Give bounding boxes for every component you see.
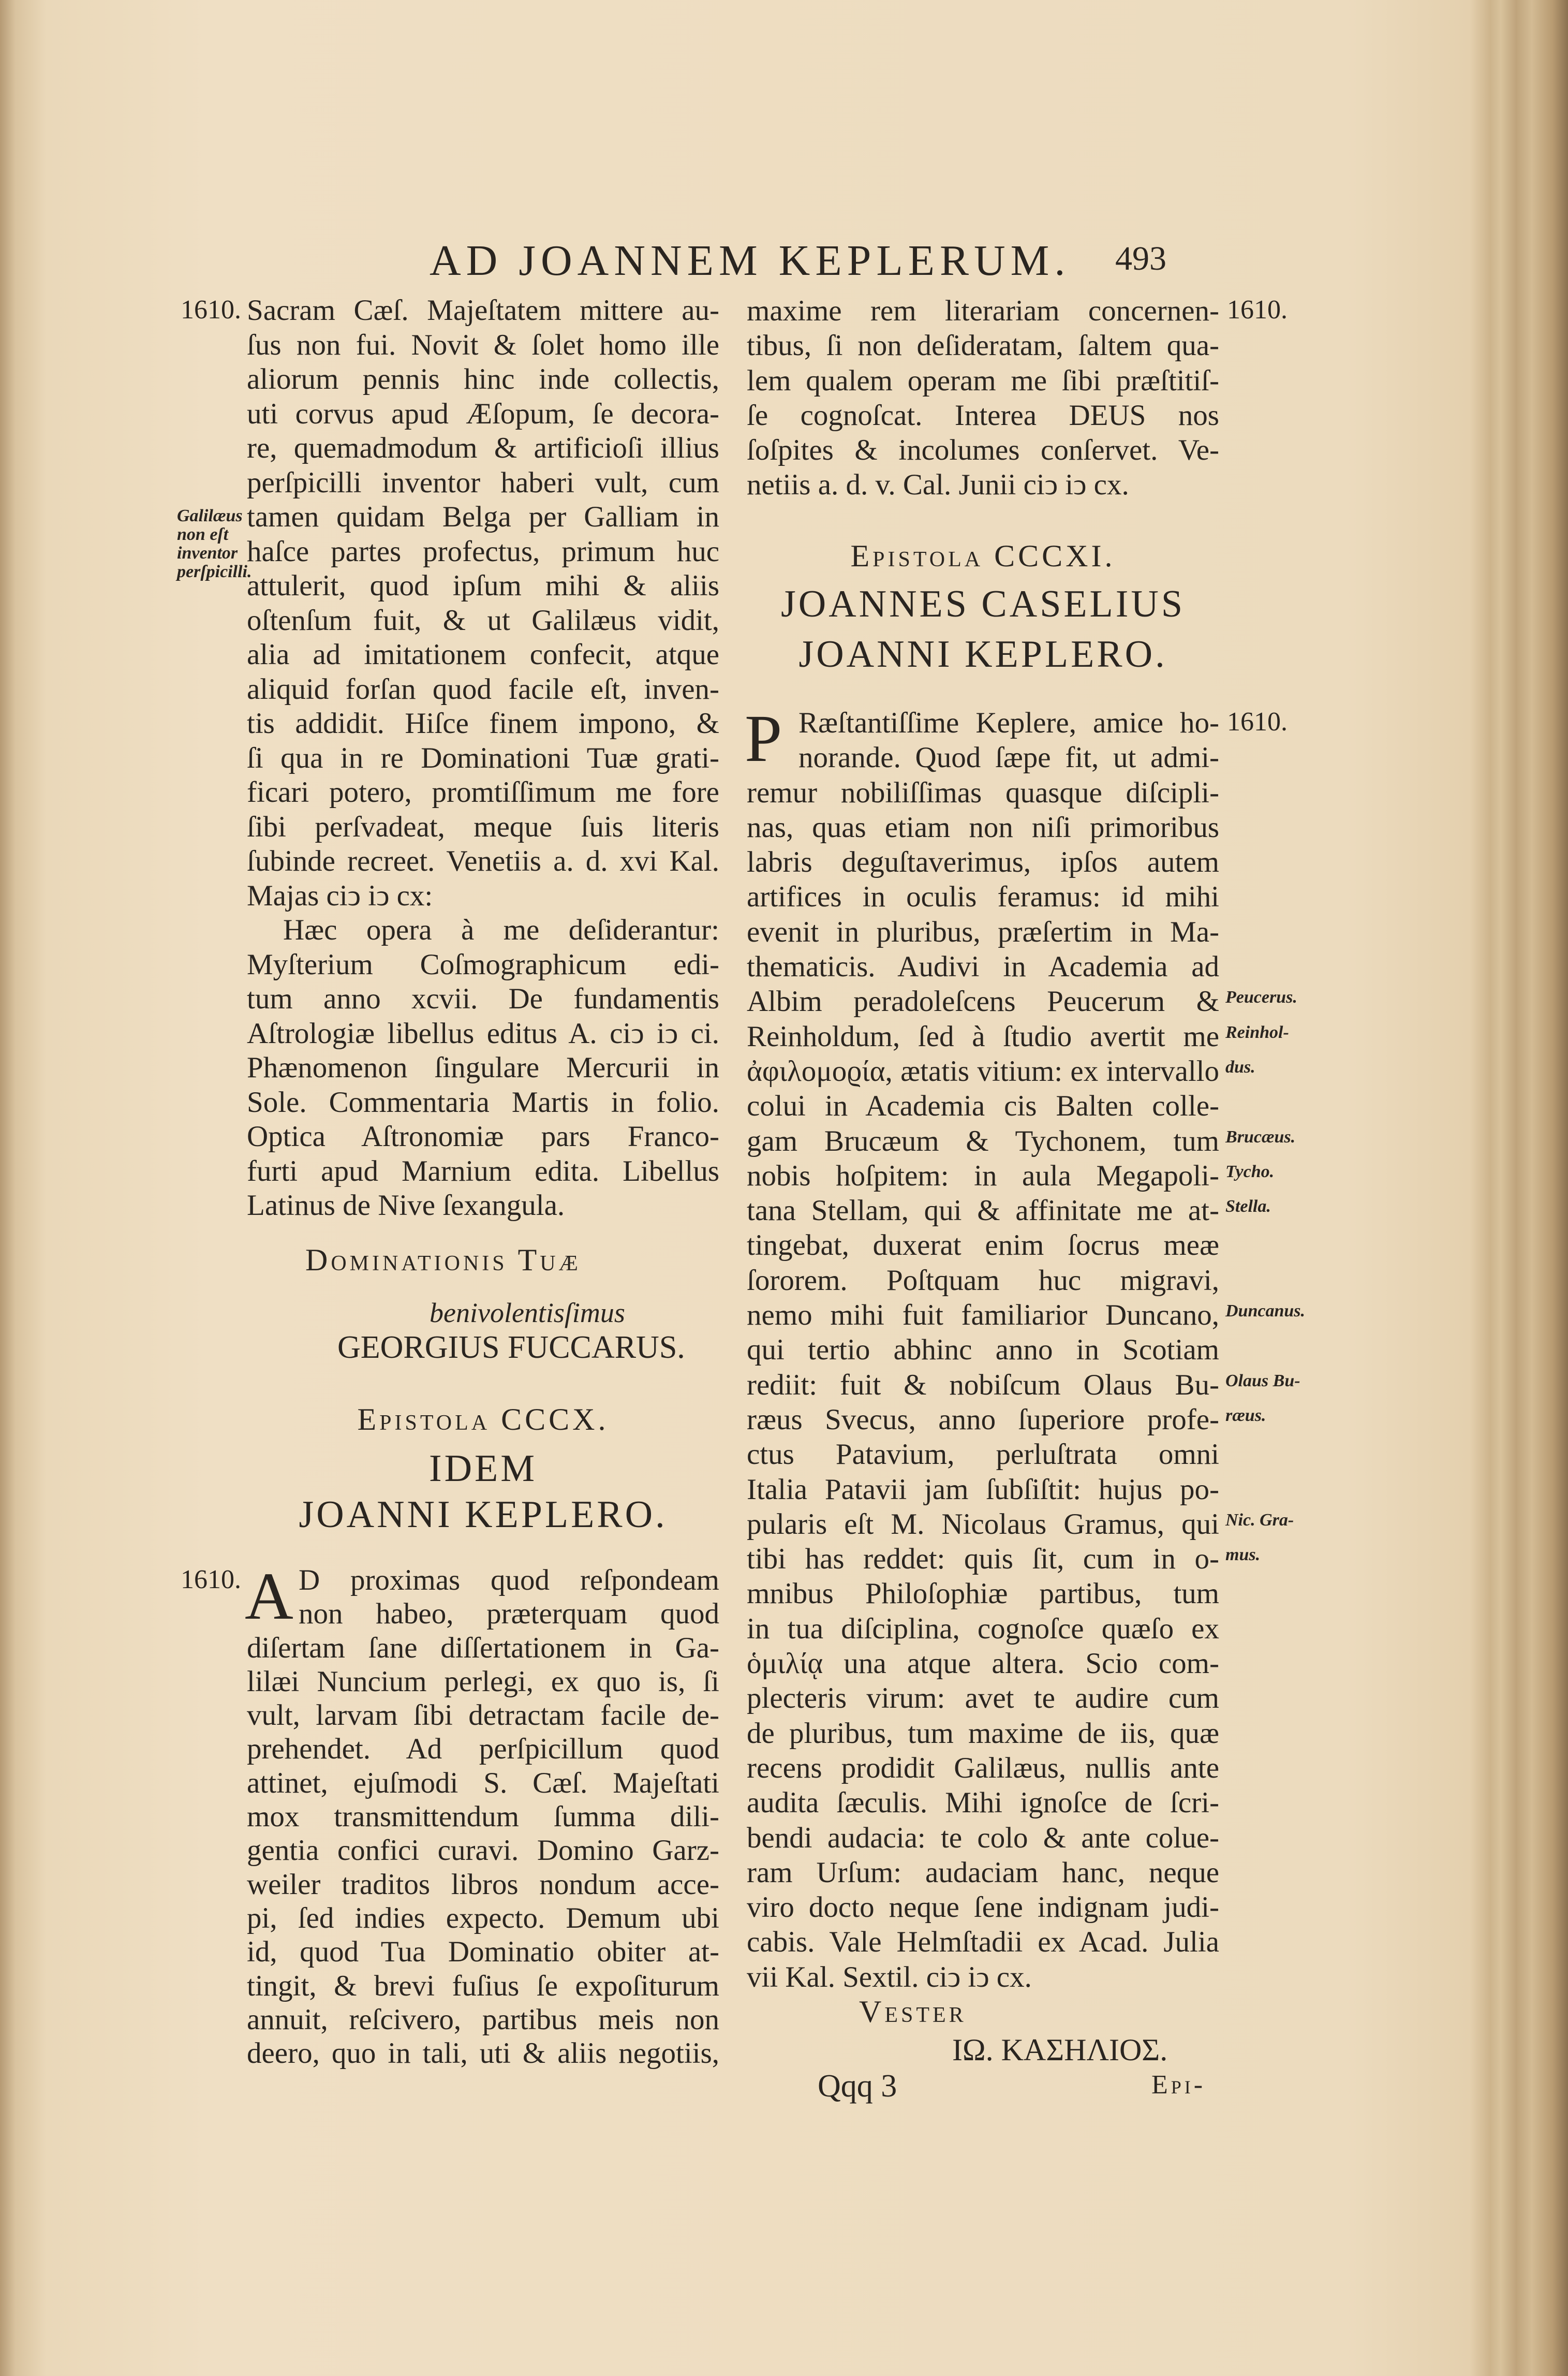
line-text: ſus non fui. Novit & ſolet homo ille bbox=[247, 328, 719, 361]
line-text: tana Stellam, qui & affinitate me at- bbox=[747, 1194, 1219, 1227]
line-text: ficari potero, promtiſſimum me fore bbox=[247, 776, 719, 809]
line-text: Ræſtantiſſime Keplere, amice ho- bbox=[798, 707, 1219, 739]
line-text: prehendet. Ad perſpicillum quod bbox=[247, 1733, 719, 1766]
margin-note: Duncanus. bbox=[1225, 1301, 1306, 1321]
margin-note: Peucerus. bbox=[1225, 988, 1297, 1007]
line-text: artifices in oculis feramus: id mihi bbox=[747, 881, 1219, 914]
text-line bbox=[747, 810, 1219, 845]
line-text: deero, quo in tali, uti & aliis negotiis, bbox=[247, 2037, 719, 2070]
line-text: re, quemadmodum & artificioſi illius bbox=[247, 432, 719, 464]
text-line bbox=[247, 810, 719, 845]
line-text: ſi qua in re Dominationi Tuæ grati- bbox=[247, 741, 719, 774]
line-text: ſibi perſvadeat, meque ſuis literis bbox=[247, 810, 719, 843]
drop-cap: P bbox=[745, 701, 782, 776]
line-text: Italia Patavii jam ſubſiſtit: hujus po- bbox=[747, 1473, 1219, 1506]
line-text: vult, larvam ſibi detractam facile de- bbox=[247, 1699, 719, 1732]
text-line bbox=[747, 1611, 1219, 1646]
line-text: uti corvus apud Æſopum, ſe decora- bbox=[247, 397, 719, 430]
line-text: plecteris virum: avet te audire cum bbox=[747, 1682, 1219, 1715]
text-line bbox=[747, 363, 1219, 398]
line-text: lem qualem operam me ſibi præſtitiſ- bbox=[747, 364, 1219, 397]
closing-salutation: Vester bbox=[859, 1994, 967, 2029]
letter-sender: IDEM bbox=[428, 1447, 538, 1490]
text-line bbox=[747, 328, 1219, 363]
line-text: weiler traditos libros nondum acce- bbox=[247, 1868, 719, 1901]
text-line bbox=[747, 1855, 1219, 1890]
text-line bbox=[247, 604, 719, 638]
line-text: lilæi Nuncium perlegi, ex quo is, ſi bbox=[247, 1665, 719, 1698]
line-text: Myſterium Coſmographicum edi- bbox=[247, 948, 719, 981]
line-text: Hæc opera à me deſiderantur: bbox=[283, 914, 719, 946]
text-line bbox=[747, 1437, 1219, 1472]
epistle-heading: Epistola CCCXI. bbox=[850, 539, 1116, 573]
line-text: colui in Academia cis Balten colle- bbox=[747, 1090, 1219, 1123]
line-text: aliquid forſan quod facile eſt, inven- bbox=[247, 672, 719, 706]
margin-note: Nic. Gra- bbox=[1225, 1510, 1294, 1530]
line-text: tamen quidam Belga per Galliam in bbox=[247, 501, 719, 533]
line-text: furti apud Marnium edita. Libellus bbox=[247, 1154, 719, 1187]
letter-signature: GEORGIUS FUCCARUS. bbox=[337, 1330, 685, 1365]
text-line bbox=[247, 2003, 719, 2036]
margin-note: mus. bbox=[1225, 1545, 1261, 1565]
text-line bbox=[247, 1868, 719, 1901]
line-text: ræus Svecus, anno ſuperiore profe- bbox=[747, 1403, 1219, 1436]
text-line bbox=[247, 1120, 719, 1154]
text-line bbox=[247, 707, 719, 741]
text-line bbox=[747, 1298, 1306, 1332]
line-text: non habeo, præterquam quod bbox=[299, 1597, 719, 1631]
line-text: Majas ciↄ iↄ cx: bbox=[247, 879, 433, 912]
line-text: nemo mihi fuit familiarior Duncano, bbox=[747, 1299, 1219, 1332]
line-text: ſe cognoſcat. Interea DEUS nos bbox=[747, 399, 1219, 432]
text-line bbox=[247, 1665, 719, 1698]
line-text: tingebat, duxerat enim ſocrus meæ bbox=[747, 1229, 1219, 1262]
text-line bbox=[247, 1834, 719, 1867]
line-text: attulerit, quod ipſum mihi & aliis bbox=[247, 569, 719, 602]
letter-sender: JOANNES CASELIUS bbox=[780, 583, 1185, 625]
margin-note: dus. bbox=[1225, 1057, 1255, 1077]
text-line bbox=[247, 466, 719, 501]
text-line bbox=[247, 913, 719, 948]
line-text: ἀφιλομοϱία, ætatis vitium: ex intervallo bbox=[747, 1054, 1219, 1088]
page-number: 493 bbox=[1115, 240, 1166, 277]
text-line bbox=[247, 1969, 719, 2003]
text-line bbox=[747, 1890, 1219, 1925]
text-line bbox=[747, 915, 1219, 949]
text-line bbox=[747, 467, 1219, 502]
line-text: remur nobiliſſimas quasque diſcipli- bbox=[747, 776, 1219, 809]
text-line bbox=[747, 1054, 1255, 1089]
signature-mark: Qqq 3 bbox=[818, 2069, 897, 2104]
line-text: norande. Quod ſæpe fit, ut admi- bbox=[798, 741, 1219, 774]
text-line bbox=[247, 1051, 719, 1086]
line-text: ſoſpites & incolumes conſervet. Ve- bbox=[747, 434, 1219, 467]
line-text: netiis a. d. v. Cal. Junii ciↄ iↄ cx. bbox=[747, 468, 1129, 502]
text-line bbox=[747, 1576, 1219, 1611]
letter-signature: IΩ. ΚΑΣΗΛΙΟΣ. bbox=[952, 2033, 1168, 2067]
line-text: tingit, & brevi fuſius ſe expoſiturum bbox=[247, 1969, 719, 2002]
line-text: audita ſæculis. Mihi ignoſce de ſcri- bbox=[747, 1786, 1219, 1820]
text-line bbox=[747, 1228, 1219, 1263]
margin-year: 1610. bbox=[1227, 707, 1288, 737]
margin-year: 1610. bbox=[181, 1565, 241, 1594]
margin-note: Olaus Bu- bbox=[1225, 1371, 1300, 1390]
text-line bbox=[747, 433, 1219, 467]
line-text: D proximas quod reſpondeam bbox=[299, 1564, 719, 1596]
text-line bbox=[747, 1332, 1219, 1367]
line-text: recens prodidit Galilæus, nullis ante bbox=[747, 1751, 1219, 1784]
margin-note: Tycho. bbox=[1225, 1162, 1275, 1181]
line-text: vii Kal. Sextil. ciↄ iↄ cx. bbox=[747, 1960, 1032, 1993]
letter-recipient: JOANNI KEPLERO. bbox=[798, 633, 1167, 676]
text-line bbox=[747, 1681, 1219, 1715]
line-text: Phænomenon ſingulare Mercurii in bbox=[247, 1051, 719, 1084]
text-line bbox=[247, 948, 719, 982]
text-line bbox=[747, 775, 1219, 810]
margin-note: Reinhol- bbox=[1225, 1022, 1289, 1042]
line-text: tibi has reddet: quis ſit, cum in o- bbox=[747, 1543, 1219, 1576]
line-text: nobis hoſpitem: in aula Megapoli- bbox=[747, 1159, 1219, 1192]
line-text: mnibus Philoſophiæ partibus, tum bbox=[747, 1577, 1219, 1610]
text-line bbox=[247, 1901, 719, 1935]
line-text: gentia confici curavi. Domino Garz- bbox=[247, 1834, 719, 1867]
line-text: Optica Aſtronomiæ pars Franco- bbox=[247, 1120, 719, 1153]
text-line bbox=[747, 1263, 1219, 1298]
epistle-heading: Epistola CCCX. bbox=[357, 1402, 609, 1436]
line-text: ctus Patavium, perluſtrata omni bbox=[747, 1438, 1219, 1471]
line-text: maxime rem literariam concernen- bbox=[747, 295, 1219, 327]
text-line bbox=[247, 1800, 719, 1834]
text-line bbox=[247, 982, 719, 1017]
text-line bbox=[747, 1158, 1275, 1193]
line-text: gam Brucæum & Tychonem, tum bbox=[747, 1124, 1219, 1157]
text-line bbox=[747, 1507, 1294, 1542]
text-line bbox=[247, 362, 719, 397]
text-line bbox=[747, 1925, 1219, 1959]
text-line bbox=[247, 535, 719, 569]
line-text: tibus, ſi non deſideratam, ſaltem qua- bbox=[747, 329, 1219, 362]
closing-salutation: Dominationis Tuæ bbox=[305, 1243, 581, 1277]
line-text: qui tertio abhinc anno in Scotiam bbox=[747, 1333, 1219, 1367]
line-text: tum anno xcvii. De fundamentis bbox=[247, 982, 719, 1015]
text-line bbox=[747, 706, 1219, 740]
line-text: pularis eſt M. Nicolaus Gramus, qui bbox=[747, 1507, 1219, 1541]
text-line bbox=[747, 1542, 1261, 1576]
text-line bbox=[247, 844, 719, 879]
drop-cap: A bbox=[245, 1559, 293, 1634]
line-text: nas, quas etiam non niſi primoribus bbox=[747, 811, 1219, 844]
text-line bbox=[747, 1821, 1219, 1855]
text-line bbox=[247, 328, 719, 363]
text-line bbox=[247, 879, 719, 914]
text-line bbox=[247, 431, 719, 466]
text-line bbox=[747, 1960, 1219, 1994]
line-text: annuit, reſcivero, partibus meis non bbox=[247, 2003, 719, 2036]
line-text: haſce partes profectus, primum huc bbox=[247, 535, 719, 568]
text-line bbox=[247, 672, 719, 707]
line-text: de pluribus, tum maxime de iis, quæ bbox=[747, 1717, 1219, 1750]
text-line bbox=[247, 569, 719, 604]
line-text: perſpicilli inventor haberi vult, cum bbox=[247, 466, 719, 499]
line-text: thematicis. Audivi in Academia ad bbox=[747, 950, 1219, 984]
line-text: attinet, ejuſmodi S. Cæſ. Majeſtati bbox=[247, 1766, 719, 1799]
line-text: Latinus de Nive ſexangula. bbox=[247, 1189, 565, 1222]
text-line bbox=[747, 1472, 1219, 1507]
line-text: rediit: fuit & nobiſcum Olaus Bu- bbox=[747, 1368, 1219, 1401]
text-line bbox=[747, 1646, 1219, 1681]
line-text: id, quod Tua Dominatio obiter at- bbox=[247, 1935, 719, 1969]
line-text: Sole. Commentaria Martis in folio. bbox=[247, 1086, 719, 1119]
margin-note-galilaeus: Galilæus non eſt inventor perſpicilli. bbox=[177, 506, 252, 581]
text-line bbox=[747, 984, 1297, 1019]
text-line bbox=[747, 740, 1219, 775]
text-line bbox=[247, 1698, 719, 1732]
text-line bbox=[247, 1732, 719, 1766]
margin-note: Stella. bbox=[1225, 1197, 1271, 1216]
line-text: evenit in pluribus, præſertim in Ma- bbox=[747, 915, 1219, 948]
text-line bbox=[247, 1631, 719, 1665]
line-text: Reinholdum, ſed à ſtudio avertit me bbox=[747, 1020, 1219, 1053]
text-line bbox=[247, 500, 719, 535]
text-line bbox=[247, 1563, 719, 1597]
text-line bbox=[247, 638, 719, 672]
text-line bbox=[747, 1124, 1296, 1158]
right-body-1 bbox=[747, 294, 1288, 503]
line-text: in tua diſciplina, cognoſce quæſo ex bbox=[747, 1612, 1219, 1645]
line-text: ὁμιλίᾳ una atque altera. Scio com- bbox=[747, 1647, 1219, 1680]
text-line bbox=[747, 879, 1219, 914]
text-line bbox=[747, 1193, 1271, 1228]
text-line bbox=[747, 294, 1219, 328]
line-text: labris deguſtaverimus, ipſos autem bbox=[747, 846, 1219, 879]
text-line bbox=[747, 845, 1219, 879]
line-text: aliorum pennis hinc inde collectis, bbox=[247, 363, 719, 395]
margin-note: ræus. bbox=[1225, 1405, 1266, 1425]
catchword: Epi- bbox=[1151, 2070, 1206, 2100]
closing-adjective: benivolentisſimus bbox=[430, 1297, 625, 1328]
text-line bbox=[247, 294, 719, 328]
line-text: oſtenſum fuit, & ut Galilæus vidit, bbox=[247, 604, 719, 637]
line-text: mox transmittendum ſumma dili- bbox=[247, 1800, 719, 1834]
text-line bbox=[247, 1086, 719, 1120]
text-line bbox=[747, 398, 1219, 433]
line-text: ſubinde recreet. Venetiis a. d. xvi Kal. bbox=[247, 845, 719, 877]
line-text: viro docto neque ſene indignam judi- bbox=[747, 1891, 1219, 1924]
line-text: tis addidit. Hiſce finem impono, & bbox=[247, 707, 719, 740]
right-body-2 bbox=[745, 701, 1306, 1994]
line-text: ram Urſum: audaciam hanc, neque bbox=[747, 1856, 1219, 1889]
text-line bbox=[247, 741, 719, 776]
running-title: AD JOANNEM KEPLERUM. bbox=[430, 237, 1071, 285]
text-line bbox=[747, 1089, 1219, 1123]
text-line bbox=[247, 1766, 719, 1800]
letter-recipient: JOANNI KEPLERO. bbox=[299, 1493, 668, 1536]
text-line bbox=[247, 1189, 719, 1223]
margin-note: Brucæus. bbox=[1225, 1127, 1296, 1147]
text-line bbox=[747, 1716, 1219, 1751]
text-line bbox=[247, 2036, 719, 2070]
text-line bbox=[747, 1785, 1219, 1820]
text-line bbox=[747, 1402, 1266, 1437]
line-text: diſertam ſane diſſertationem in Ga- bbox=[247, 1631, 719, 1664]
line-text: cabis. Vale Helmſtadii ex Acad. Julia bbox=[747, 1926, 1219, 1959]
text-line bbox=[747, 949, 1219, 984]
text-line bbox=[247, 1597, 719, 1631]
line-text: alia ad imitationem confecit, atque bbox=[247, 638, 719, 671]
text-line bbox=[747, 1019, 1289, 1054]
line-text: bendi audacia: te colo & ante colue- bbox=[747, 1821, 1219, 1854]
text-line bbox=[247, 775, 719, 810]
text-line bbox=[247, 1154, 719, 1189]
text-line bbox=[747, 1751, 1219, 1785]
text-line bbox=[247, 1935, 719, 1969]
text-line bbox=[247, 1017, 719, 1051]
margin-year: 1610. bbox=[1227, 295, 1288, 325]
left-body-2 bbox=[181, 1559, 719, 2070]
text-line bbox=[247, 397, 719, 432]
line-text: Albim peradoleſcens Peucerum & bbox=[747, 985, 1219, 1018]
margin-year: 1610. bbox=[181, 295, 241, 325]
text-line bbox=[747, 1368, 1300, 1402]
line-text: Sacram Cæſ. Majeſtatem mittere au- bbox=[247, 294, 719, 327]
left-body-1 bbox=[177, 294, 719, 1223]
line-text: pi, ſed indies expecto. Demum ubi bbox=[247, 1901, 719, 1934]
line-text: ſororem. Poſtquam huc migravi, bbox=[747, 1264, 1219, 1297]
line-text: Aſtrologiæ libellus editus A. ciↄ iↄ ci. bbox=[247, 1017, 719, 1050]
